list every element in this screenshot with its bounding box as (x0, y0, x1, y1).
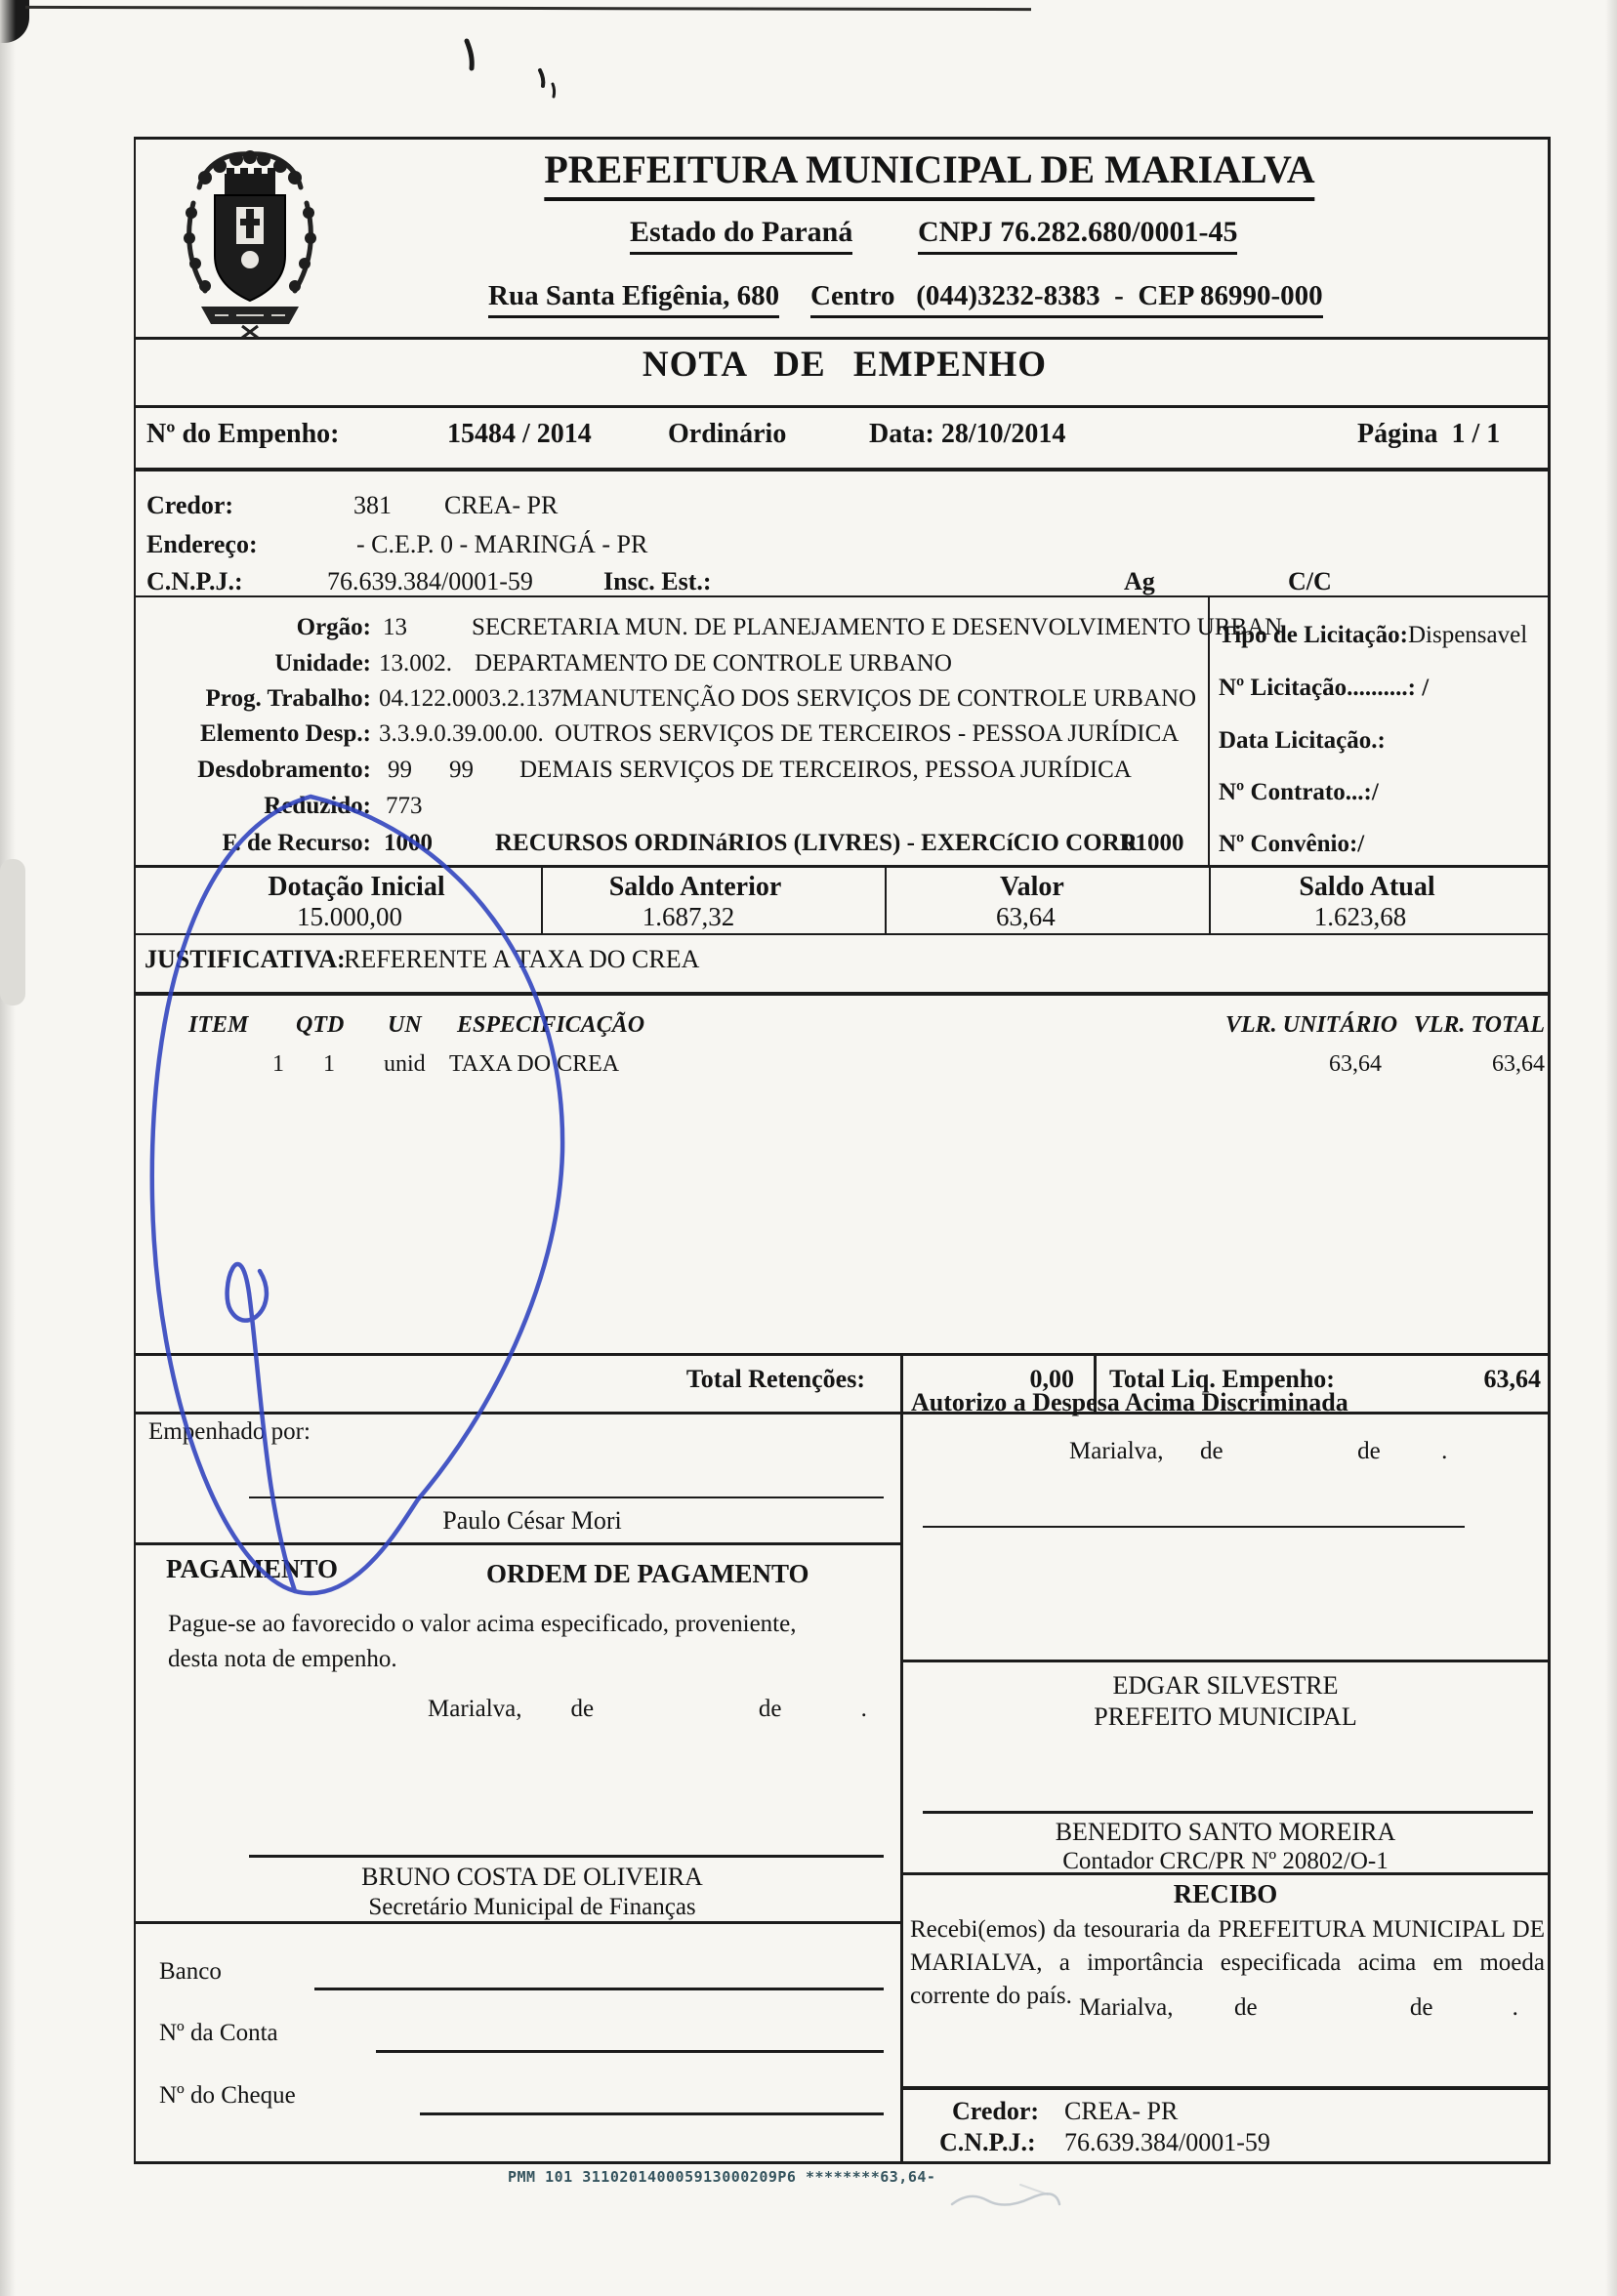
conta-label: Nº da Conta (159, 2020, 278, 2046)
num-convenio-label: Nº Convênio:/ (1219, 831, 1365, 857)
saldo-anterior-value: 1.687,32 (642, 902, 735, 931)
scan-top-edge (25, 6, 1031, 11)
saldo-anterior-label: Saldo Anterior (608, 872, 782, 902)
empenhado-por-label: Empenhado por: (148, 1418, 311, 1445)
saldo-atual-value: 1.623,68 (1313, 902, 1407, 931)
tipo-licitacao-row (1219, 621, 1527, 650)
form-border-right (1548, 137, 1551, 2163)
rule-right-credor (900, 2086, 1551, 2090)
rule-below-header (134, 337, 1551, 340)
pagamento-title: PAGAMENTO (166, 1554, 339, 1583)
orgao-name: SECRETARIA MUN. DE PLANEJAMENTO E DESENVOLVIMENTO URBAN (472, 614, 1283, 640)
street-address: Rua Santa Efigênia, 680 (488, 279, 779, 318)
item-cell-un: unid (384, 1051, 426, 1077)
col-especificacao: ESPECIFICAÇÃO (457, 1012, 645, 1038)
total-liq-value: 63,64 (1483, 1365, 1541, 1393)
recibo-cnpj-label: C.N.P.J.: (939, 2128, 1036, 2156)
item-cell-total: 63,64 (1492, 1051, 1545, 1077)
scan-corner-artifact (0, 0, 29, 43)
desdobramento-name: DEMAIS SERVIÇOS DE TERCEIROS, PESSOA JURÍDICA (519, 757, 1132, 783)
fonte-recurso-name: RECURSOS ORDINáRIOS (LIVRES) - EXERCíCIO CORR (495, 830, 1138, 856)
item-cell-item: 1 (272, 1051, 284, 1077)
prefeito-signature-name: EDGAR SILVESTRE (1112, 1671, 1339, 1700)
signature-line-contador (923, 1811, 1533, 1814)
scan-right-shade (1605, 0, 1617, 2296)
credor-name: CREA- PR (444, 491, 559, 519)
recibo-cnpj-value: 76.639.384/0001-59 (1064, 2128, 1270, 2156)
ag-label: Ag (1124, 567, 1155, 595)
fill-line-cheque (420, 2112, 884, 2115)
banco-label: Banco (159, 1958, 222, 1985)
empenho-number-value: 15484 / 2014 (447, 419, 592, 449)
prog-trabalho-code: 04.122.0003.2.137. (379, 685, 568, 712)
orgao-code: 13 (383, 614, 407, 640)
finance-signature-name: BRUNO COSTA DE OLIVEIRA (361, 1863, 703, 1891)
endereco-value: - C.E.P. 0 - MARINGÁ - PR (356, 530, 648, 558)
dotacao-inicial-label: Dotação Inicial (268, 872, 445, 902)
col-item: ITEM (188, 1012, 249, 1038)
justificativa-label: JUSTIFICATIVA: (145, 945, 346, 973)
tipo-licitacao-value: Dispensavel (1407, 622, 1528, 648)
item-cell-qtd: 1 (323, 1051, 335, 1077)
saldo-atual-label: Saldo Atual (1299, 872, 1435, 902)
rule-above-totals (134, 1353, 1551, 1356)
recibo-text: Recebi(emos) da tesouraria da PREFEITURA MUNICIPAL DE MARIALVA, a importância especificada acima em moeda corrente do país. (910, 1916, 1545, 2009)
fill-line-conta (376, 2050, 884, 2053)
reduzido-code: 773 (386, 793, 423, 819)
cheque-label: Nº do Cheque (159, 2082, 296, 2109)
contador-signature-role: Contador CRC/PR Nº 20802/O-1 (1062, 1848, 1389, 1874)
divider-sign-columns (900, 1353, 903, 2161)
empenho-number-label: Nº do Empenho: (146, 419, 340, 449)
rule-top (134, 137, 1551, 140)
rule-below-budget (134, 865, 1551, 868)
recibo-dateline: Marialva, de de . (1079, 1994, 1518, 2021)
rule-below-empenho-row (134, 468, 1551, 472)
tipo-licitacao-label: Tipo de Licitação: (1219, 622, 1408, 648)
contador-signature-name: BENEDITO SANTO MOREIRA (1055, 1818, 1396, 1846)
total-retencoes-label: Total Retenções: (685, 1365, 865, 1393)
credor-cnpj-label: C.N.P.J.: (146, 567, 243, 595)
doc-title: NOTA DE EMPENHO (642, 345, 1048, 385)
fonte-recurso-code: 1000 (384, 830, 433, 856)
endereco-label: Endereço: (146, 530, 258, 558)
page-number: Página 1 / 1 (1357, 419, 1501, 449)
desdobramento-code2: 99 (449, 757, 474, 783)
form-border-left (134, 137, 136, 2163)
data-licitacao-label: Data Licitação.: (1219, 727, 1386, 754)
divider-amounts-2 (885, 865, 887, 933)
finance-signature-role: Secretário Municipal de Finanças (368, 1894, 696, 1920)
col-vlr-total: VLR. TOTAL (1413, 1012, 1545, 1038)
dot-matrix-line: PMM 101 311020140005913000209P6 ********63,64- (508, 2168, 936, 2186)
col-vlr-unitario: VLR. UNITÁRIO (1225, 1012, 1398, 1038)
scan-left-shade (0, 0, 16, 2296)
item-cell-unit: 63,64 (1329, 1051, 1382, 1077)
col-un: UN (388, 1012, 422, 1038)
rule-left-pagamento (134, 1542, 902, 1545)
dotacao-inicial-value: 15.000,00 (297, 902, 402, 931)
pagamento-dateline: Marialva, de de . (428, 1696, 867, 1722)
rule-right-prefeito (900, 1660, 1551, 1662)
ordem-pagamento-title: ORDEM DE PAGAMENTO (486, 1559, 809, 1588)
autorizo-title: Autorizo a Despesa Acima Discriminada (911, 1388, 1348, 1416)
fill-line-banco (314, 1988, 884, 1990)
elemento-label: Elemento Desp.: (200, 720, 371, 747)
state-label: Estado do Paraná (630, 215, 852, 255)
valor-label: Valor (1000, 872, 1064, 902)
empenho-date: Data: 28/10/2014 (869, 419, 1066, 449)
total-liq-label: Total Liq. Empenho: (1109, 1365, 1335, 1393)
signature-line-finance (249, 1855, 884, 1858)
rule-below-justification (134, 992, 1551, 996)
district-phone: Centro (044)3232-8383 - CEP 86990-000 (810, 279, 1323, 318)
orgao-label: Orgão: (296, 614, 371, 640)
fonte-recurso-label: F. de Recurso: (222, 830, 371, 856)
insc-est-label: Insc. Est.: (603, 567, 712, 595)
scan-left-smudge (0, 859, 25, 1005)
rule-below-doctitle (134, 405, 1551, 408)
recibo-title: RECIBO (1173, 1879, 1278, 1908)
autorizo-dateline: Marialva, de de . (1069, 1438, 1448, 1464)
credor-cnpj-value: 76.639.384/0001-59 (327, 567, 533, 595)
cnpj-header: CNPJ 76.282.680/0001-45 (918, 215, 1237, 255)
rule-below-amounts (134, 933, 1551, 935)
num-contrato-label: Nº Contrato...:/ (1219, 779, 1379, 805)
divider-amounts-3 (1209, 865, 1211, 933)
recibo-credor-value: CREA- PR (1064, 2097, 1179, 2125)
municipality-title: PREFEITURA MUNICIPAL DE MARIALVA (544, 146, 1314, 201)
unidade-label: Unidade: (274, 650, 371, 676)
prog-trabalho-label: Prog. Trabalho: (205, 685, 371, 712)
divider-amounts-1 (541, 865, 543, 933)
elemento-name: OUTROS SERVIÇOS DE TERCEIROS - PESSOA JURÍDICA (555, 720, 1180, 747)
total-retencoes-value: 0,00 (1029, 1365, 1074, 1393)
credor-code: 381 (353, 491, 392, 519)
cc-label: C/C (1288, 567, 1332, 595)
credor-label: Credor: (146, 491, 234, 519)
unidade-name: DEPARTAMENTO DE CONTROLE URBANO (475, 650, 952, 676)
reduzido-label: Reduzido: (264, 793, 371, 819)
prog-trabalho-name: MANUTENÇÃO DOS SERVIÇOS DE CONTROLE URBANO (561, 685, 1197, 712)
desdobramento-label: Desdobramento: (197, 757, 371, 783)
justificativa-value: REFERENTE A TAXA DO CREA (344, 945, 700, 973)
item-cell-spec: TAXA DO CREA (449, 1051, 620, 1077)
empenho-type: Ordinário (668, 419, 787, 449)
desdobramento-code: 99 (388, 757, 412, 783)
prefeito-signature-role: PREFEITO MUNICIPAL (1094, 1702, 1357, 1731)
coat-of-arms (176, 144, 324, 340)
unidade-code: 13.002. (379, 650, 452, 676)
empenhado-signature-name: Paulo César Mori (442, 1506, 622, 1535)
num-licitacao-label: Nº Licitação..........: / (1219, 675, 1430, 701)
elemento-code: 3.3.9.0.39.00.00. (379, 720, 544, 747)
fonte-recurso-code2: 01000 (1123, 830, 1184, 856)
signature-line-autorizo (923, 1526, 1465, 1528)
rule-bottom (134, 2161, 1551, 2164)
valor-value: 63,64 (996, 902, 1056, 931)
col-qtd: QTD (296, 1012, 345, 1038)
pagamento-text: Pague-se ao favorecido o valor acima especificado, proveniente, desta nota de empenho. (168, 1611, 797, 1672)
recibo-credor-label: Credor: (952, 2097, 1040, 2125)
signature-line-empenhado (249, 1496, 884, 1498)
